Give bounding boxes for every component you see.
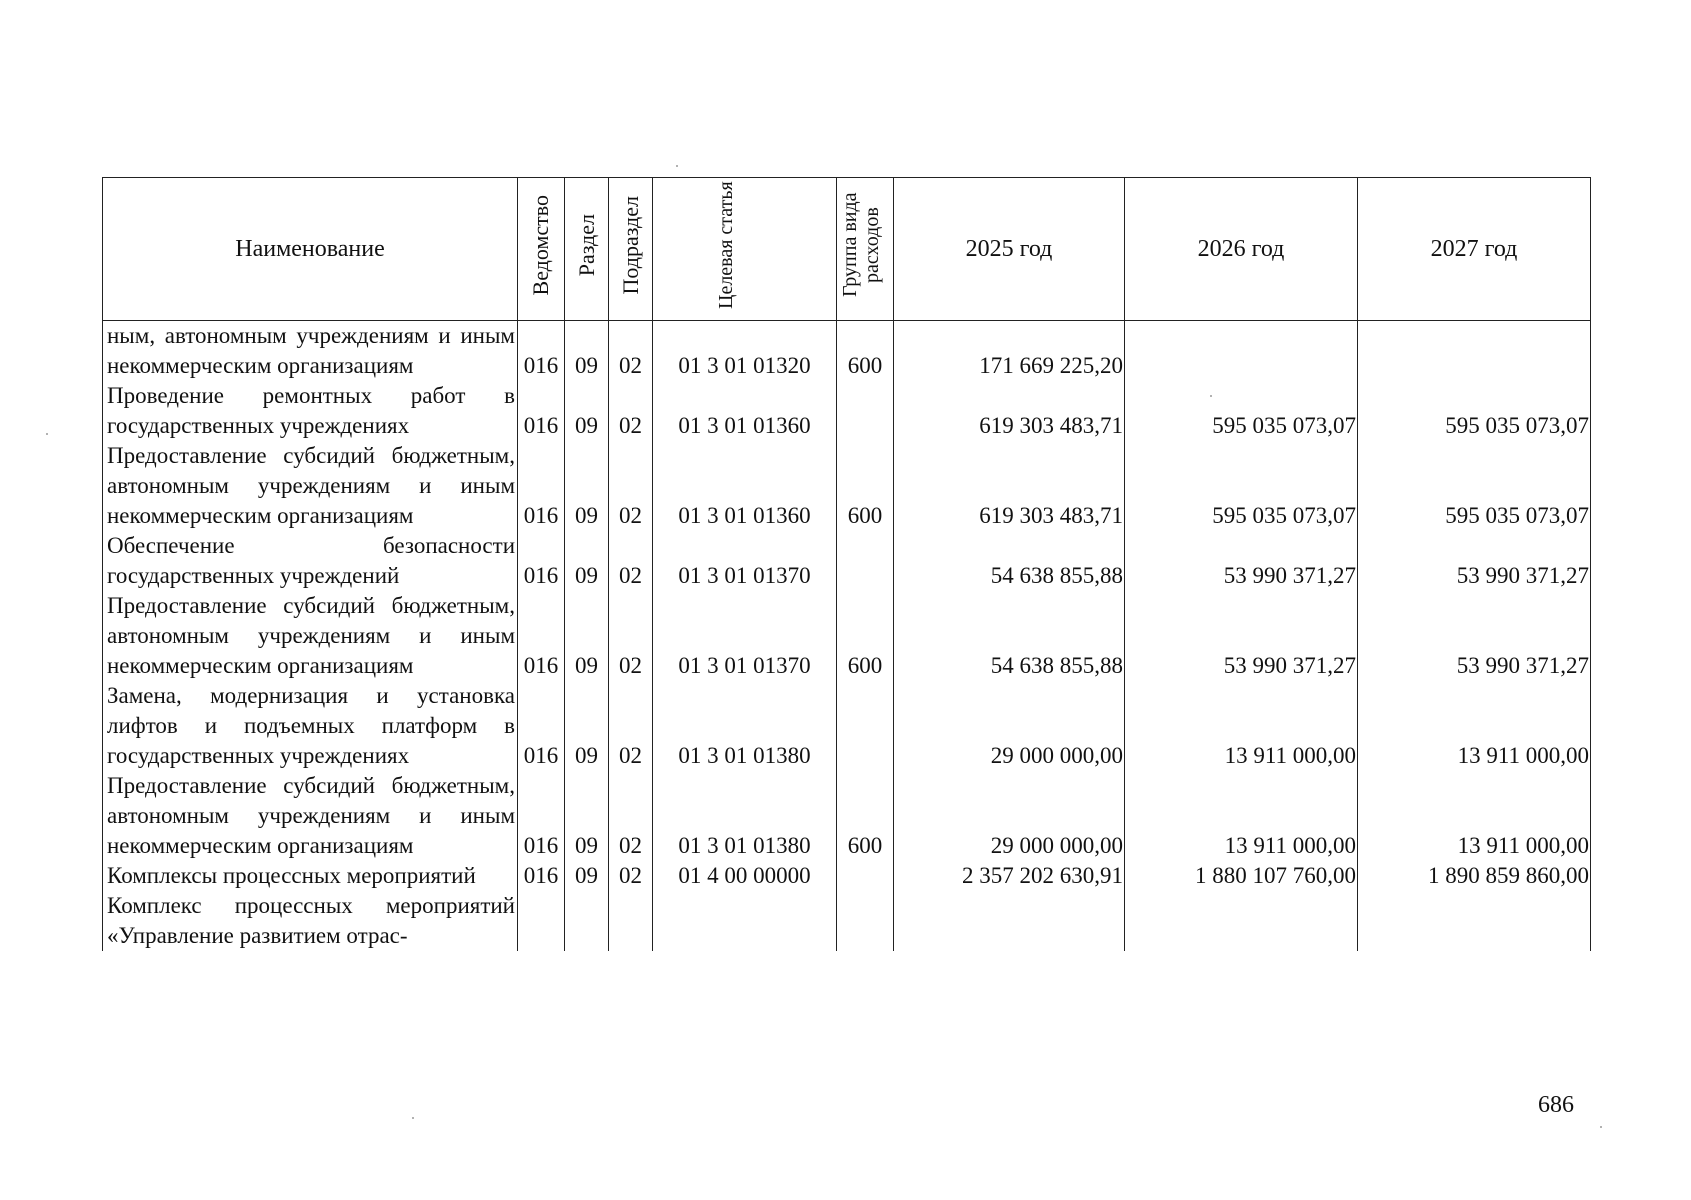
header-subsection: Подраздел <box>609 178 653 321</box>
row-amount-2025: 171 669 225,20 <box>894 321 1125 382</box>
row-amount-2027: 595 035 073,07 <box>1358 381 1591 441</box>
row-expense-group <box>837 531 894 591</box>
row-amount-2027: 13 911 000,00 <box>1358 771 1591 861</box>
table-row <box>103 381 1591 441</box>
header-expense-group: Группа вида расходов <box>837 178 894 321</box>
row-section: 09 <box>565 771 609 861</box>
row-department: 016 <box>518 681 565 771</box>
row-name: Предоставление субсидий бюджетным, автономным учреждениям и иным некоммерческим организациям <box>103 441 518 531</box>
table-row <box>103 531 1591 591</box>
row-department: 016 <box>518 861 565 891</box>
table-header-row <box>103 178 1591 321</box>
row-section: 09 <box>565 861 609 891</box>
row-target-item <box>653 891 837 951</box>
table-row <box>103 861 1591 891</box>
row-amount-2025: 29 000 000,00 <box>894 771 1125 861</box>
row-target-item: 01 3 01 01380 <box>653 771 837 861</box>
row-name: Проведение ремонтных работ в государственных учреждениях <box>103 381 518 441</box>
scan-speck <box>46 433 48 435</box>
header-section: Раздел <box>565 178 609 321</box>
row-department: 016 <box>518 381 565 441</box>
table-row <box>103 321 1591 382</box>
header-year-2027: 2027 год <box>1358 178 1591 321</box>
row-amount-2026 <box>1125 891 1358 951</box>
row-subsection: 02 <box>609 441 653 531</box>
row-target-item: 01 3 01 01370 <box>653 591 837 681</box>
scan-speck <box>1210 395 1212 397</box>
row-amount-2027: 53 990 371,27 <box>1358 591 1591 681</box>
row-expense-group <box>837 681 894 771</box>
header-name: Наименование <box>103 178 518 321</box>
row-expense-group <box>837 861 894 891</box>
row-target-item: 01 3 01 01360 <box>653 381 837 441</box>
row-subsection: 02 <box>609 681 653 771</box>
header-year-2025: 2025 год <box>894 178 1125 321</box>
row-amount-2026: 13 911 000,00 <box>1125 771 1358 861</box>
header-department: Ведомство <box>518 178 565 321</box>
row-name: Замена, модернизация и установка лифтов и подъемных платформ в государственных учреждениях <box>103 681 518 771</box>
scan-speck <box>412 1117 414 1119</box>
row-name: Комплексы процессных мероприятий <box>103 861 518 891</box>
row-amount-2026: 1 880 107 760,00 <box>1125 861 1358 891</box>
row-amount-2027: 13 911 000,00 <box>1358 681 1591 771</box>
row-section <box>565 891 609 951</box>
row-name: Предоставление субсидий бюджетным, автономным учреждениям и иным некоммерческим организациям <box>103 591 518 681</box>
row-expense-group: 600 <box>837 591 894 681</box>
page-number: 686 <box>1538 1092 1574 1118</box>
row-amount-2025: 619 303 483,71 <box>894 381 1125 441</box>
row-target-item: 01 3 01 01360 <box>653 441 837 531</box>
row-subsection: 02 <box>609 381 653 441</box>
row-department <box>518 891 565 951</box>
row-target-item: 01 3 01 01370 <box>653 531 837 591</box>
row-amount-2026: 595 035 073,07 <box>1125 441 1358 531</box>
row-department: 016 <box>518 531 565 591</box>
row-department: 016 <box>518 441 565 531</box>
row-expense-group: 600 <box>837 321 894 382</box>
row-subsection: 02 <box>609 531 653 591</box>
row-section: 09 <box>565 591 609 681</box>
row-subsection <box>609 891 653 951</box>
row-amount-2025: 619 303 483,71 <box>894 441 1125 531</box>
table-row <box>103 771 1591 861</box>
scan-speck <box>1600 1126 1602 1128</box>
row-amount-2027 <box>1358 321 1591 382</box>
table-row <box>103 891 1591 951</box>
table-row <box>103 441 1591 531</box>
row-subsection: 02 <box>609 591 653 681</box>
table-row <box>103 591 1591 681</box>
row-name: Обеспечение безопасности государственных учреждений <box>103 531 518 591</box>
row-amount-2026: 595 035 073,07 <box>1125 381 1358 441</box>
row-target-item: 01 3 01 01320 <box>653 321 837 382</box>
row-amount-2026: 53 990 371,27 <box>1125 591 1358 681</box>
row-amount-2025: 29 000 000,00 <box>894 681 1125 771</box>
row-section: 09 <box>565 321 609 382</box>
row-section: 09 <box>565 531 609 591</box>
row-amount-2026: 13 911 000,00 <box>1125 681 1358 771</box>
row-section: 09 <box>565 681 609 771</box>
row-name: Предоставление субсидий бюджетным, автономным учреждениям и иным некоммерческим организациям <box>103 771 518 861</box>
row-expense-group: 600 <box>837 771 894 861</box>
row-subsection: 02 <box>609 321 653 382</box>
row-amount-2027: 53 990 371,27 <box>1358 531 1591 591</box>
row-target-item: 01 3 01 01380 <box>653 681 837 771</box>
row-amount-2025: 54 638 855,88 <box>894 591 1125 681</box>
header-target-item: Целевая статья <box>653 178 837 321</box>
header-year-2026: 2026 год <box>1125 178 1358 321</box>
scan-speck <box>676 165 678 167</box>
row-expense-group <box>837 891 894 951</box>
row-amount-2026: 53 990 371,27 <box>1125 531 1358 591</box>
row-department: 016 <box>518 591 565 681</box>
row-section: 09 <box>565 441 609 531</box>
row-subsection: 02 <box>609 771 653 861</box>
row-name: ным, автономным учреждениям и иным некоммерческим организациям <box>103 321 518 382</box>
row-amount-2025: 54 638 855,88 <box>894 531 1125 591</box>
row-expense-group: 600 <box>837 441 894 531</box>
row-amount-2025 <box>894 891 1125 951</box>
row-target-item: 01 4 00 00000 <box>653 861 837 891</box>
row-department: 016 <box>518 321 565 382</box>
row-name: Комплекс процессных мероприятий «Управление развитием отрас- <box>103 891 518 951</box>
row-expense-group <box>837 381 894 441</box>
row-subsection: 02 <box>609 861 653 891</box>
row-amount-2026 <box>1125 321 1358 382</box>
row-amount-2027: 595 035 073,07 <box>1358 441 1591 531</box>
table-row <box>103 681 1591 771</box>
row-department: 016 <box>518 771 565 861</box>
row-amount-2027: 1 890 859 860,00 <box>1358 861 1591 891</box>
row-section: 09 <box>565 381 609 441</box>
row-amount-2027 <box>1358 891 1591 951</box>
budget-table <box>102 177 1591 951</box>
row-amount-2025: 2 357 202 630,91 <box>894 861 1125 891</box>
